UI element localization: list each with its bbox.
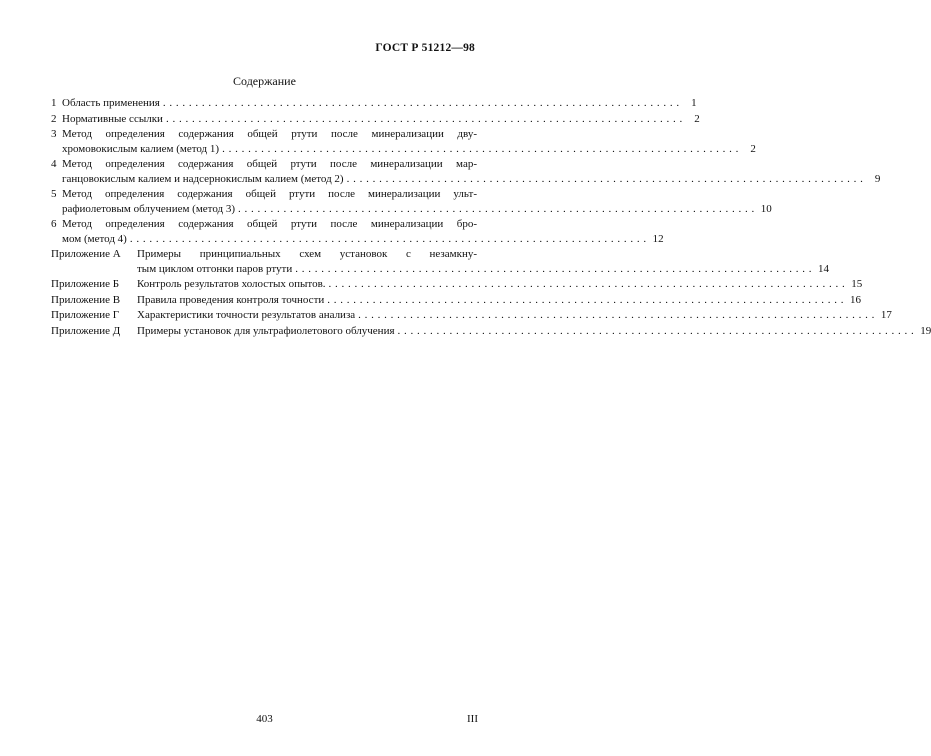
entry-title-text: рафиолетовым облучением (метод 3) [62, 202, 236, 215]
section-number: 2 [51, 112, 57, 125]
entry-page-number: 12 [652, 232, 664, 245]
entry-line [62, 217, 477, 232]
entry-title-text: тым циклом отгонки паров ртути [137, 262, 293, 275]
entry-line [62, 142, 756, 157]
entry-body [137, 293, 862, 308]
dot-leader [163, 96, 680, 111]
entry-body [62, 96, 697, 111]
entry-line [137, 293, 862, 308]
entry-title-text: Метод определения содержания общей ртути после минерализации дву- [62, 128, 477, 140]
toc-title: Содержание [233, 74, 296, 88]
toc-section-entry[interactable] [51, 217, 664, 246]
entry-page-number: 16 [850, 293, 862, 306]
entry-page-number: 19 [920, 324, 931, 337]
entry-line [62, 232, 664, 247]
toc-section-entry[interactable] [51, 157, 881, 186]
dot-leader [358, 308, 875, 323]
dot-leader [347, 172, 864, 187]
dot-leader [295, 262, 812, 277]
toc-section-entry[interactable] [51, 187, 772, 216]
toc-appendix-entry[interactable] [51, 293, 862, 308]
entry-page-number: 1 [691, 97, 697, 109]
entry-line [137, 262, 829, 277]
dot-leader [329, 277, 846, 292]
roman-page-number: III [467, 713, 478, 725]
entry-body [62, 127, 756, 156]
dot-leader [238, 202, 755, 217]
toc-appendix-entry[interactable] [51, 308, 892, 323]
entry-line [137, 324, 931, 339]
appendix-label: Приложение А [51, 248, 121, 260]
entry-title-text: Область применения [62, 97, 160, 109]
toc-section-entry[interactable] [51, 96, 697, 111]
entry-title-text: Правила проведения контроля точности [137, 293, 325, 306]
page-number: 403 [256, 713, 273, 725]
entry-title-text: мом (метод 4) [62, 232, 127, 245]
entry-title-text: Метод определения содержания общей ртути после минерализации мар- [62, 158, 477, 170]
entry-title-text: Характеристики точности результатов анализа [137, 309, 356, 321]
entry-line [62, 202, 772, 217]
entry-line [137, 247, 477, 262]
entry-body [137, 324, 931, 339]
appendix-label: Приложение Г [51, 309, 120, 321]
section-number: 6 [51, 218, 57, 230]
entry-body [137, 247, 829, 276]
dot-leader [327, 293, 844, 308]
entry-body [62, 112, 700, 127]
entry-body [62, 157, 881, 186]
entry-body [62, 187, 772, 216]
section-number: 4 [51, 158, 57, 170]
entry-page-number: 14 [817, 262, 829, 275]
entry-page-number: 2 [750, 142, 756, 155]
section-number: 5 [51, 188, 57, 200]
entry-line [137, 308, 892, 323]
table-of-contents [51, 96, 931, 339]
standard-header: ГОСТ Р 51212—98 [375, 42, 475, 54]
dot-leader [130, 232, 647, 247]
appendix-label: Приложение В [51, 293, 121, 306]
entry-line [62, 96, 697, 111]
entry-line [62, 187, 477, 202]
entry-title-text: Метод определения содержания общей ртути после минерализации ульт- [62, 188, 477, 200]
entry-body [137, 277, 863, 292]
dot-leader [398, 324, 915, 339]
entry-line [62, 157, 477, 172]
dot-leader [166, 112, 683, 127]
entry-page-number: 2 [694, 112, 700, 125]
toc-appendix-entry[interactable] [51, 277, 863, 292]
entry-title-text: Примеры принципиальных схем установок с незамкну- [137, 248, 477, 260]
appendix-label: Приложение Б [51, 278, 120, 290]
dot-leader [222, 142, 739, 157]
entry-line [137, 277, 863, 292]
entry-line [62, 172, 881, 187]
entry-title-text: Нормативные ссылки [62, 112, 163, 125]
section-number: 1 [51, 97, 57, 109]
toc-section-entry[interactable] [51, 127, 756, 156]
entry-page-number: 15 [851, 278, 863, 290]
entry-title-text: Метод определения содержания общей ртути после минерализации бро- [62, 218, 477, 230]
entry-line [62, 127, 477, 142]
toc-section-entry[interactable] [51, 112, 700, 127]
entry-page-number: 10 [760, 202, 772, 215]
entry-line [62, 112, 700, 127]
entry-page-number: 17 [880, 309, 892, 321]
entry-page-number: 9 [874, 172, 881, 185]
section-number: 3 [51, 128, 57, 140]
entry-body [62, 217, 664, 246]
toc-appendix-entry[interactable] [51, 324, 931, 339]
entry-title-text: ганцовокислым калием и надсернокислым калием (метод 2) [62, 172, 344, 185]
appendix-label: Приложение Д [51, 324, 121, 337]
entry-title-text: Примеры установок для ультрафиолетового облучения [137, 324, 395, 337]
entry-title-text: хромовокислым калием (метод 1) [62, 142, 220, 155]
toc-appendix-entry[interactable] [51, 247, 829, 276]
entry-title-text: Контроль результатов холостых опытов. [137, 278, 326, 290]
entry-body [137, 308, 892, 323]
